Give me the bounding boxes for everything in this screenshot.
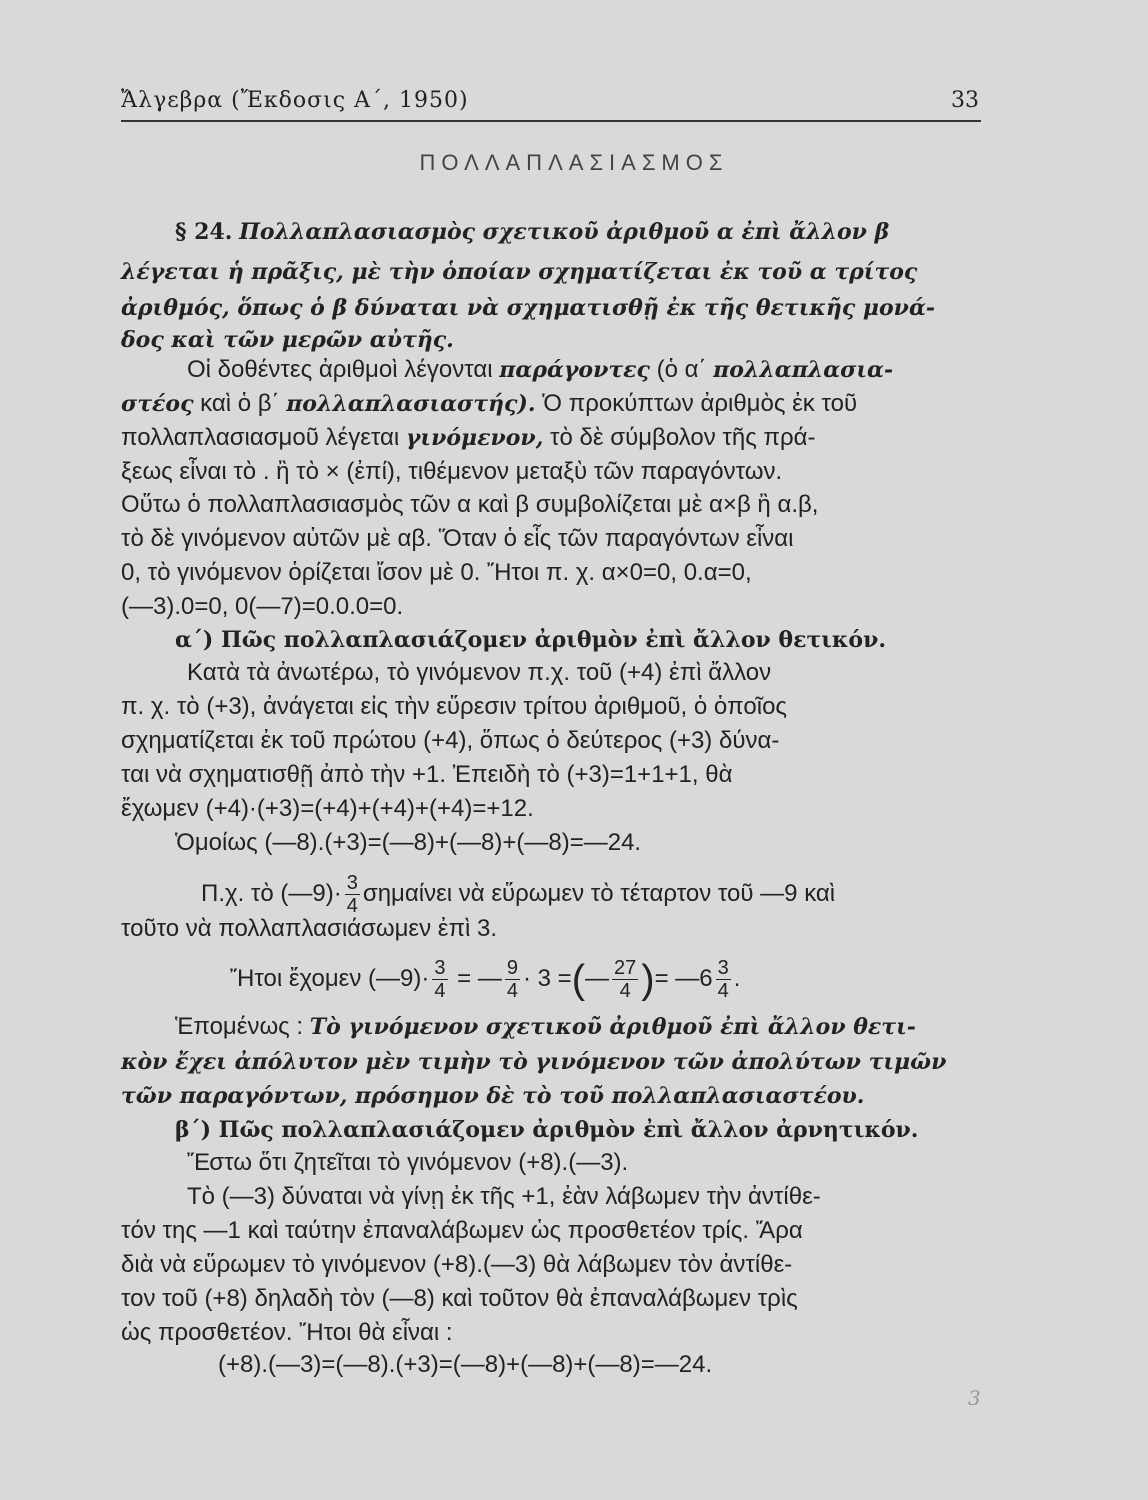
definition-line — [175, 216, 981, 248]
term: πολλαπλασιαστής). — [286, 391, 536, 417]
term: πολλαπλασια- — [713, 357, 894, 383]
text-line: Κατὰ τὰ ἀνωτέρω, τὸ γινόμενον π.χ. τοῦ (+4) ἐπὶ ἄλλον — [187, 659, 772, 686]
text-span: καὶ ὁ β΄ — [193, 390, 287, 417]
text-line: Ὁμοίως (—8).(+3)=(—8)+(—8)+(—8)=—24. — [175, 829, 642, 856]
text-span: σημαίνει νὰ εὕρωμεν τὸ τέταρτον τοῦ —9 καὶ — [362, 879, 836, 907]
text-line: διὰ νὰ εὕρωμεν τὸ γινόμενον (+8).(—3) θὰ λάβωμεν τὸν ἀντίθε- — [121, 1251, 793, 1278]
text-line: τόν της —1 καὶ ταύτην ἐπαναλάβωμεν ὡς προσθετέον τρίς. Ἄρα — [121, 1217, 803, 1244]
fraction-numerator: 9 — [506, 957, 518, 979]
definition-text: Πολλαπλασιασμὸς σχετικοῦ ἀριθμοῦ α ἐπὶ ἄλλον β — [239, 219, 890, 245]
section-title: ΠΟΛΛΑΠΛΑΣΙΑΣΜΟΣ — [419, 150, 729, 175]
text-span: = —6 — [654, 964, 713, 992]
equation-line — [230, 957, 981, 1002]
term: γινόμενον, — [405, 425, 544, 451]
text-line: ὡς προσθετέον. Ἤτοι θὰ εἶναι : — [121, 1319, 453, 1346]
fraction-denominator: 4 — [346, 895, 358, 917]
text-line: ται νὰ σχηματισθῇ ἀπὸ τὴν +1. Ἐπειδὴ τὸ (+3)=1+1+1, θὰ — [121, 761, 733, 788]
fraction-denominator: 4 — [619, 980, 631, 1002]
text-span: Οἱ δοθέντες ἀριθμοὶ λέγονται — [187, 356, 500, 383]
text-line: τὸ δὲ γινόμενον αὐτῶν μὲ αβ. Ὅταν ὁ εἷς τῶν παραγόντων εἶναι — [121, 525, 794, 552]
text-line: π. χ. τὸ (+3), ἀνάγεται εἰς τὴν εὕρεσιν τρίτου ἀριθμοῦ, ὁ ὁποῖος — [121, 693, 787, 720]
text-line — [187, 354, 981, 386]
text-line: Ἔστω ὅτι ζητεῖται τὸ γινόμενον (+8).(—3). — [187, 1149, 629, 1176]
text-span: Ὁ προκύπτων ἀριθμὸς ἐκ τοῦ — [535, 390, 858, 417]
fraction-denominator: 4 — [506, 980, 518, 1002]
fraction — [716, 957, 731, 1002]
text-span: τὸ δὲ σύμβολον τῆς πρά- — [543, 424, 816, 451]
corner-mark: 3 — [968, 1386, 981, 1410]
definition-line — [121, 324, 981, 356]
text-span: Ἤτοι ἔχομεν (—9)· — [230, 964, 430, 992]
definition-text: λέγεται ἡ πρᾶξις, μὲ τὴν ὁποίαν σχηματίζεται ἐκ τοῦ α τρίτος — [121, 259, 918, 285]
conclusion-line — [175, 1011, 981, 1043]
definition-line — [121, 256, 981, 288]
text-span: Ἑπομένως : — [175, 1013, 310, 1040]
text-line: σχηματίζεται ἐκ τοῦ πρώτου (+4), ὅπως ὁ δεύτερος (+3) δύνα- — [121, 727, 780, 754]
fraction-numerator: 3 — [434, 957, 446, 979]
fraction-numerator: 3 — [346, 872, 358, 894]
fraction-numerator: 3 — [717, 957, 729, 979]
text-line: 0, τὸ γινόμενον ὁρίζεται ἴσον μὲ 0. Ἤτοι π. χ. α×0=0, 0.α=0, — [121, 559, 752, 586]
text-span: (ὁ α΄ — [649, 356, 714, 383]
paragraph-number: § 24. — [175, 219, 233, 245]
text-line: Οὕτω ὁ πολλαπλασιασμὸς τῶν α καὶ β συμβολίζεται μὲ α×β ἢ α.β, — [121, 491, 819, 518]
text-line — [201, 872, 981, 917]
text-line — [121, 422, 981, 454]
page-number: 33 — [951, 88, 979, 113]
term: παράγοντες — [499, 357, 650, 383]
text-span: — — [585, 964, 610, 992]
conclusion-line — [121, 1046, 981, 1078]
running-header — [121, 86, 981, 122]
term: στέος — [121, 391, 194, 417]
fraction-denominator: 4 — [434, 980, 446, 1002]
subsection-title-a — [175, 624, 981, 656]
definition-line — [121, 292, 981, 324]
header-title: Ἄλγεβρα (Ἔκδοσις Α΄, 1950) — [121, 88, 469, 113]
equation-line: (+8).(—3)=(—8).(+3)=(—8)+(—8)+(—8)=—24. — [218, 1351, 713, 1378]
subsection-title-text: β΄) Πῶς πολλαπλασιάζομεν ἀριθμὸν ἐπὶ ἄλλον ἀρνητικόν. — [175, 1117, 919, 1143]
fraction — [612, 957, 638, 1002]
rule-text: κὸν ἔχει ἀπόλυτον μὲν τιμὴν τὸ γινόμενον τῶν ἀπολύτων τιμῶν — [121, 1049, 947, 1075]
text-line — [121, 388, 981, 420]
fraction — [345, 872, 360, 917]
text-span: . — [733, 964, 741, 992]
text-span: πολλαπλασιασμοῦ λέγεται — [121, 424, 406, 451]
text-span: = — — [450, 964, 502, 992]
fraction — [432, 957, 447, 1002]
left-paren: ( — [571, 957, 586, 1002]
text-line: (—3).0=0, 0(—7)=0.0.0=0. — [121, 593, 404, 620]
text-line: Τὸ (—3) δύναται νὰ γίνῃ ἐκ τῆς +1, ἐὰν λάβωμεν τὴν ἀντίθε- — [187, 1183, 821, 1210]
right-paren: ) — [641, 957, 655, 1002]
definition-text: δος καὶ τῶν μερῶν αὐτῆς. — [121, 327, 454, 353]
text-line: ξεως εἶναι τὸ . ἢ τὸ × (ἐπί), τιθέμενον μεταξὺ τῶν παραγόντων. — [121, 458, 783, 485]
fraction — [505, 957, 520, 1002]
text-line: τον τοῦ (+8) δηλαδὴ τὸν (—8) καὶ τοῦτον θὰ ἐπαναλάβωμεν τρὶς — [121, 1285, 798, 1312]
text-line: τοῦτο νὰ πολλαπλασιάσωμεν ἐπὶ 3. — [121, 915, 498, 942]
fraction-denominator: 4 — [717, 980, 729, 1002]
fraction-numerator: 27 — [614, 957, 637, 979]
definition-text: ἀριθμός, ὅπως ὁ β δύναται νὰ σχηματισθῇ ἐκ τῆς θετικῆς μονά- — [121, 295, 935, 321]
text-span: · 3 = — [522, 964, 572, 992]
text-span: Π.χ. τὸ (—9)· — [201, 879, 342, 907]
subsection-title-b — [175, 1114, 981, 1146]
conclusion-line — [121, 1080, 981, 1112]
subsection-title-text: α΄) Πῶς πολλαπλασιάζομεν ἀριθμὸν ἐπὶ ἄλλον θετικόν. — [175, 627, 887, 653]
text-line: ἔχωμεν (+4)·(+3)=(+4)+(+4)+(+4)=+12. — [121, 795, 534, 822]
rule-text: τῶν παραγόντων, πρόσημον δὲ τὸ τοῦ πολλαπλασιαστέου. — [121, 1083, 865, 1109]
rule-text: Τὸ γινόμενον σχετικοῦ ἀριθμοῦ ἐπὶ ἄλλον θετι- — [309, 1014, 916, 1040]
